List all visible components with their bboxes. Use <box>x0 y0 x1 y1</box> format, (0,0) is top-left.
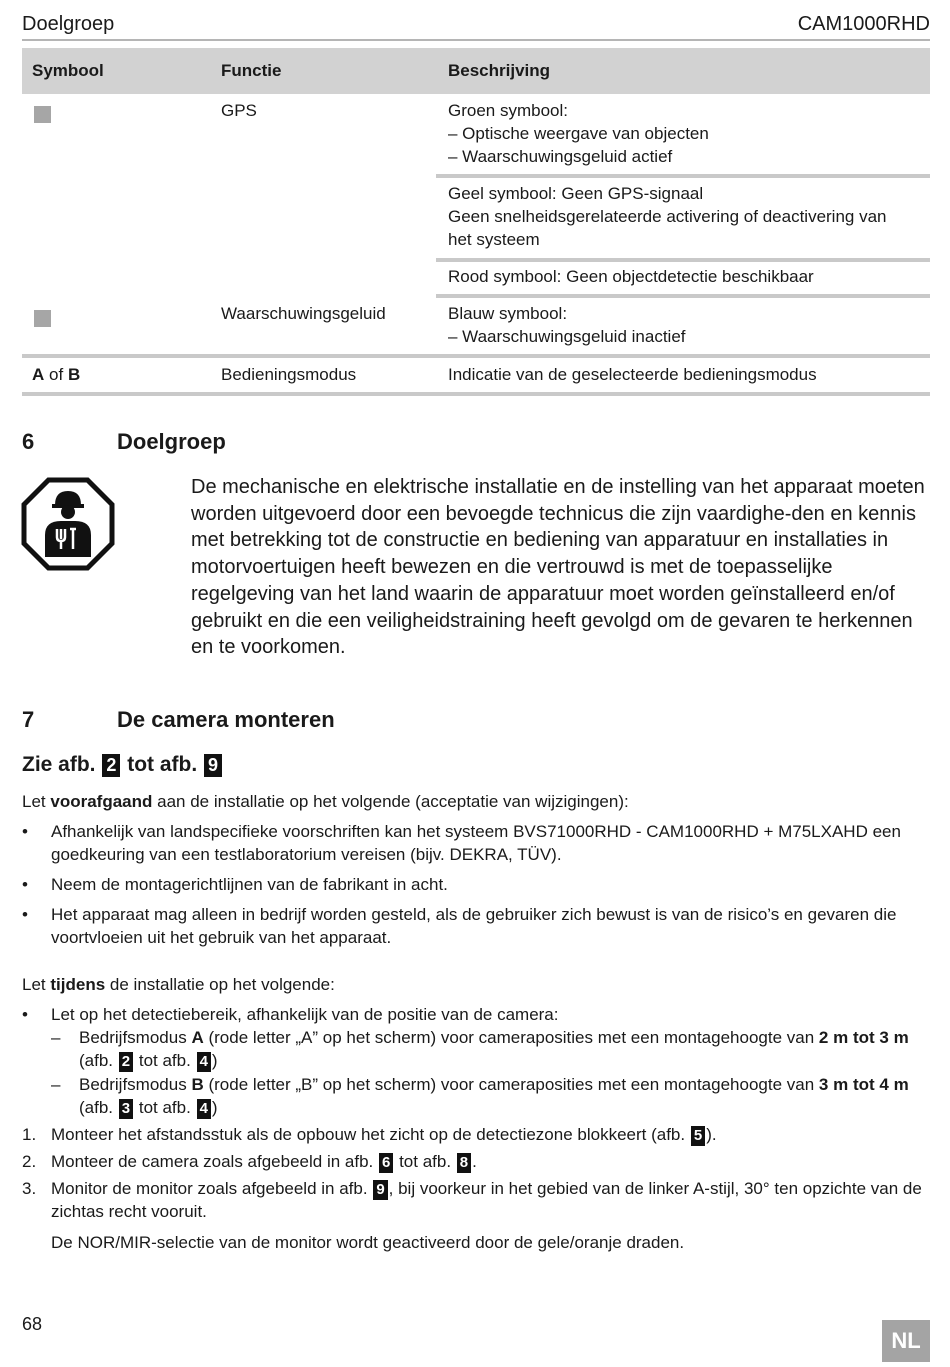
mode-a-item: – Bedrijfsmodus A (rode letter „A” op het scherm) voor cameraposities met een montagehoogte van 2 m tot 3 m (afb. 2 tot afb. 4 ) <box>51 1028 909 1070</box>
list-item: • Afhankelijk van landspecifieke voorschriften kan het systeem BVS71000RHD - CAM1000RHD + M75LXAHD een goedkeuring van een testlaboratorium vereisen (bijv. DEKRA, TÜV). <box>22 822 901 864</box>
warning-function: Waarschuwingsgeluid <box>221 304 386 323</box>
col-header-function: Functie <box>221 61 282 80</box>
col-header-symbol: Symbool <box>32 61 104 80</box>
row-divider <box>22 354 930 358</box>
language-tab: NL <box>882 1320 930 1362</box>
figure-ref-badge: 3 <box>119 1099 133 1119</box>
figure-ref-badge: 9 <box>204 754 222 777</box>
figure-ref-badge: 4 <box>197 1052 211 1072</box>
step-item: 3. Monitor de monitor zoals afgebeeld in afb. 9 , bij voorkeur in het gebied van de linker A-stijl, 30° ten opzichte van de zichtas recht vooruit. <box>22 1179 922 1221</box>
header-product-code: CAM1000RHD <box>797 13 930 35</box>
table-header-row <box>22 48 930 94</box>
gps-desc-red: Rood symbool: Geen objectdetectie beschikbaar <box>448 267 814 286</box>
figure-ref-badge: 8 <box>457 1153 471 1173</box>
gps-desc-yellow: Geel symbool: Geen GPS-signaal Geen snelheidsgerelateerde activering of deactivering van het systeem <box>448 184 887 249</box>
figure-ref-badge: 2 <box>102 754 120 777</box>
gps-function: GPS <box>221 101 257 120</box>
section-7-subheading: Zie afb. 2 tot afb. 9 <box>22 753 223 777</box>
step-item: 1. Monteer het afstandsstuk als de opbouw het zicht op de detectiezone blokkeert (afb. 5 ). <box>22 1125 717 1144</box>
warning-desc: Blauw symbool: – Waarschuwingsgeluid inactief <box>448 304 686 346</box>
section-7-heading: 7 De camera monteren <box>22 707 335 732</box>
figure-ref-badge: 5 <box>691 1126 705 1146</box>
list-item: • Het apparaat mag alleen in bedrijf worden gesteld, als de gebruiker zich bewust is van de risico’s en gevaren die voortvloeien uit het gebruik van het apparaat. <box>22 905 897 947</box>
mode-desc: Indicatie van de geselecteerde bedieningsmodus <box>448 365 817 384</box>
list-item: • Neem de montagerichtlijnen van de fabrikant in acht. <box>22 875 448 894</box>
figure-ref-badge: 4 <box>197 1099 211 1119</box>
figure-ref-badge: 2 <box>119 1052 133 1072</box>
during-install-intro: Let tijdens de installatie op het volgende: <box>22 975 335 994</box>
qualified-technician-icon <box>21 477 115 571</box>
row-divider <box>436 258 930 262</box>
gps-symbol-icon <box>34 106 51 123</box>
symbol-table <box>22 48 930 398</box>
row-divider <box>436 174 930 178</box>
running-header <box>22 8 930 41</box>
gps-desc-green: Groen symbool: – Optische weergave van objecten – Waarschuwingsgeluid actief <box>448 101 709 166</box>
table-bottom-rule <box>22 392 930 396</box>
figure-ref-badge: 6 <box>379 1153 393 1173</box>
col-header-description: Beschrijving <box>448 61 551 80</box>
list-item: • Let op het detectiebereik, afhankelijk van de positie van de camera: <box>22 1005 559 1024</box>
section-6-heading: 6 Doelgroep <box>22 429 226 454</box>
step-3-note: De NOR/MIR-selectie van de monitor wordt geactiveerd door de gele/oranje draden. <box>51 1233 685 1252</box>
mode-b-item: – Bedrijfsmodus B (rode letter „B” op het scherm) voor cameraposities met een montagehoogte van 3 m tot 4 m (afb. 3 tot afb. 4 ) <box>51 1075 909 1117</box>
mode-function: Bedieningsmodus <box>221 365 357 384</box>
header-section-title: Doelgroep <box>22 13 115 35</box>
page-number: 68 <box>22 1314 43 1334</box>
row-divider <box>436 294 930 298</box>
before-install-intro: Let voorafgaand aan de installatie op het volgende (acceptatie van wijzigingen): <box>22 792 629 811</box>
figure-ref-badge: 9 <box>373 1180 387 1200</box>
mode-symbol: A of B <box>32 365 81 384</box>
warning-symbol-icon <box>34 310 51 327</box>
step-item: 2. Monteer de camera zoals afgebeeld in afb. 6 tot afb. 8 . <box>22 1152 477 1171</box>
section-6-text: De mechanische en elektrische installatie en de instelling van het apparaat moeten worden uitgevoerd door een bevoegde technicus die zijn vaardighe-den en kennis met betrekking tot de constructie en bediening van apparatuur en installaties in motorvoertuigen heeft bewezen en die vertrouwd is met de toepasselijke regelgeving van het land waarin de apparatuur moet worden geïnstalleerd en/of gebruikt en die een veiligheidstraining heeft gevolgd om de gevaren te herkennen en te voorkomen. <box>191 476 925 659</box>
